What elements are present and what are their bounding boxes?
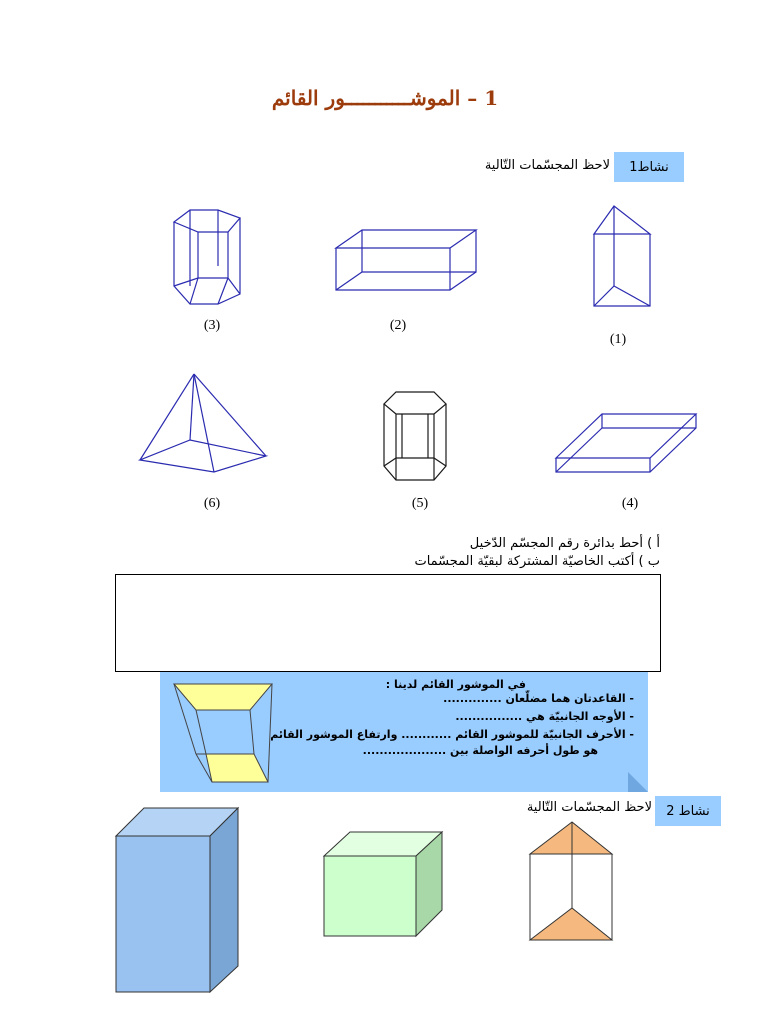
hexagonal-prism-figure-3	[168, 206, 248, 306]
info-line-4: - الأحرف الجانبيّة للموشور القائم ............ وارتفاع الموشور القائم	[270, 728, 634, 741]
figure-label-3: (3)	[203, 318, 221, 333]
figure-label-5: (5)	[411, 496, 429, 511]
activity-2-instruction: لاحظ المجسّمات التّالية	[526, 800, 652, 815]
octagonal-prism-figure-5	[382, 390, 450, 482]
page-title: 1 – الموشـــــــــــور القائم	[271, 86, 499, 110]
triangular-prism-figure-1	[590, 204, 654, 308]
activity-2-tag-label: نشاط 2	[666, 803, 710, 819]
info-panel	[160, 672, 648, 792]
rectangular-prism-figure-2	[334, 226, 478, 296]
cube-figure	[322, 830, 444, 938]
figure-label-6: (6)	[203, 496, 221, 511]
answer-box[interactable]	[115, 574, 661, 672]
question-a: أ ) أحط بدائرة رقم المجسّم الدّخيل	[469, 536, 660, 551]
pyramid-figure-6	[138, 372, 270, 476]
triangular-prism-colored-figure	[528, 820, 616, 944]
info-line-2: - القاعدتان هما مضلّعان ..............	[443, 692, 634, 705]
tall-box-figure	[112, 806, 240, 994]
flat-box-figure-4	[554, 410, 700, 476]
activity-1-tag	[614, 152, 684, 182]
figure-label-1: (1)	[609, 332, 627, 347]
figure-label-4: (4)	[621, 496, 639, 511]
info-line-3: - الأوجه الجانبيّة هي ................	[455, 710, 634, 723]
info-line-5: هو طول أحرفه الواصلة بين ....................	[362, 744, 598, 757]
activity-1-tag-label: نشاط1	[629, 159, 669, 175]
info-panel-fold	[628, 772, 648, 792]
info-line-1: في الموشور القائم لدينا :	[385, 678, 526, 691]
figure-label-2: (2)	[389, 318, 407, 333]
question-b: ب ) أكتب الخاصيّة المشتركة لبقيّة المجسّمات	[414, 554, 660, 569]
activity-1-instruction: لاحظ المجسّمات التّالية	[484, 158, 610, 173]
activity-2-tag	[655, 796, 721, 826]
